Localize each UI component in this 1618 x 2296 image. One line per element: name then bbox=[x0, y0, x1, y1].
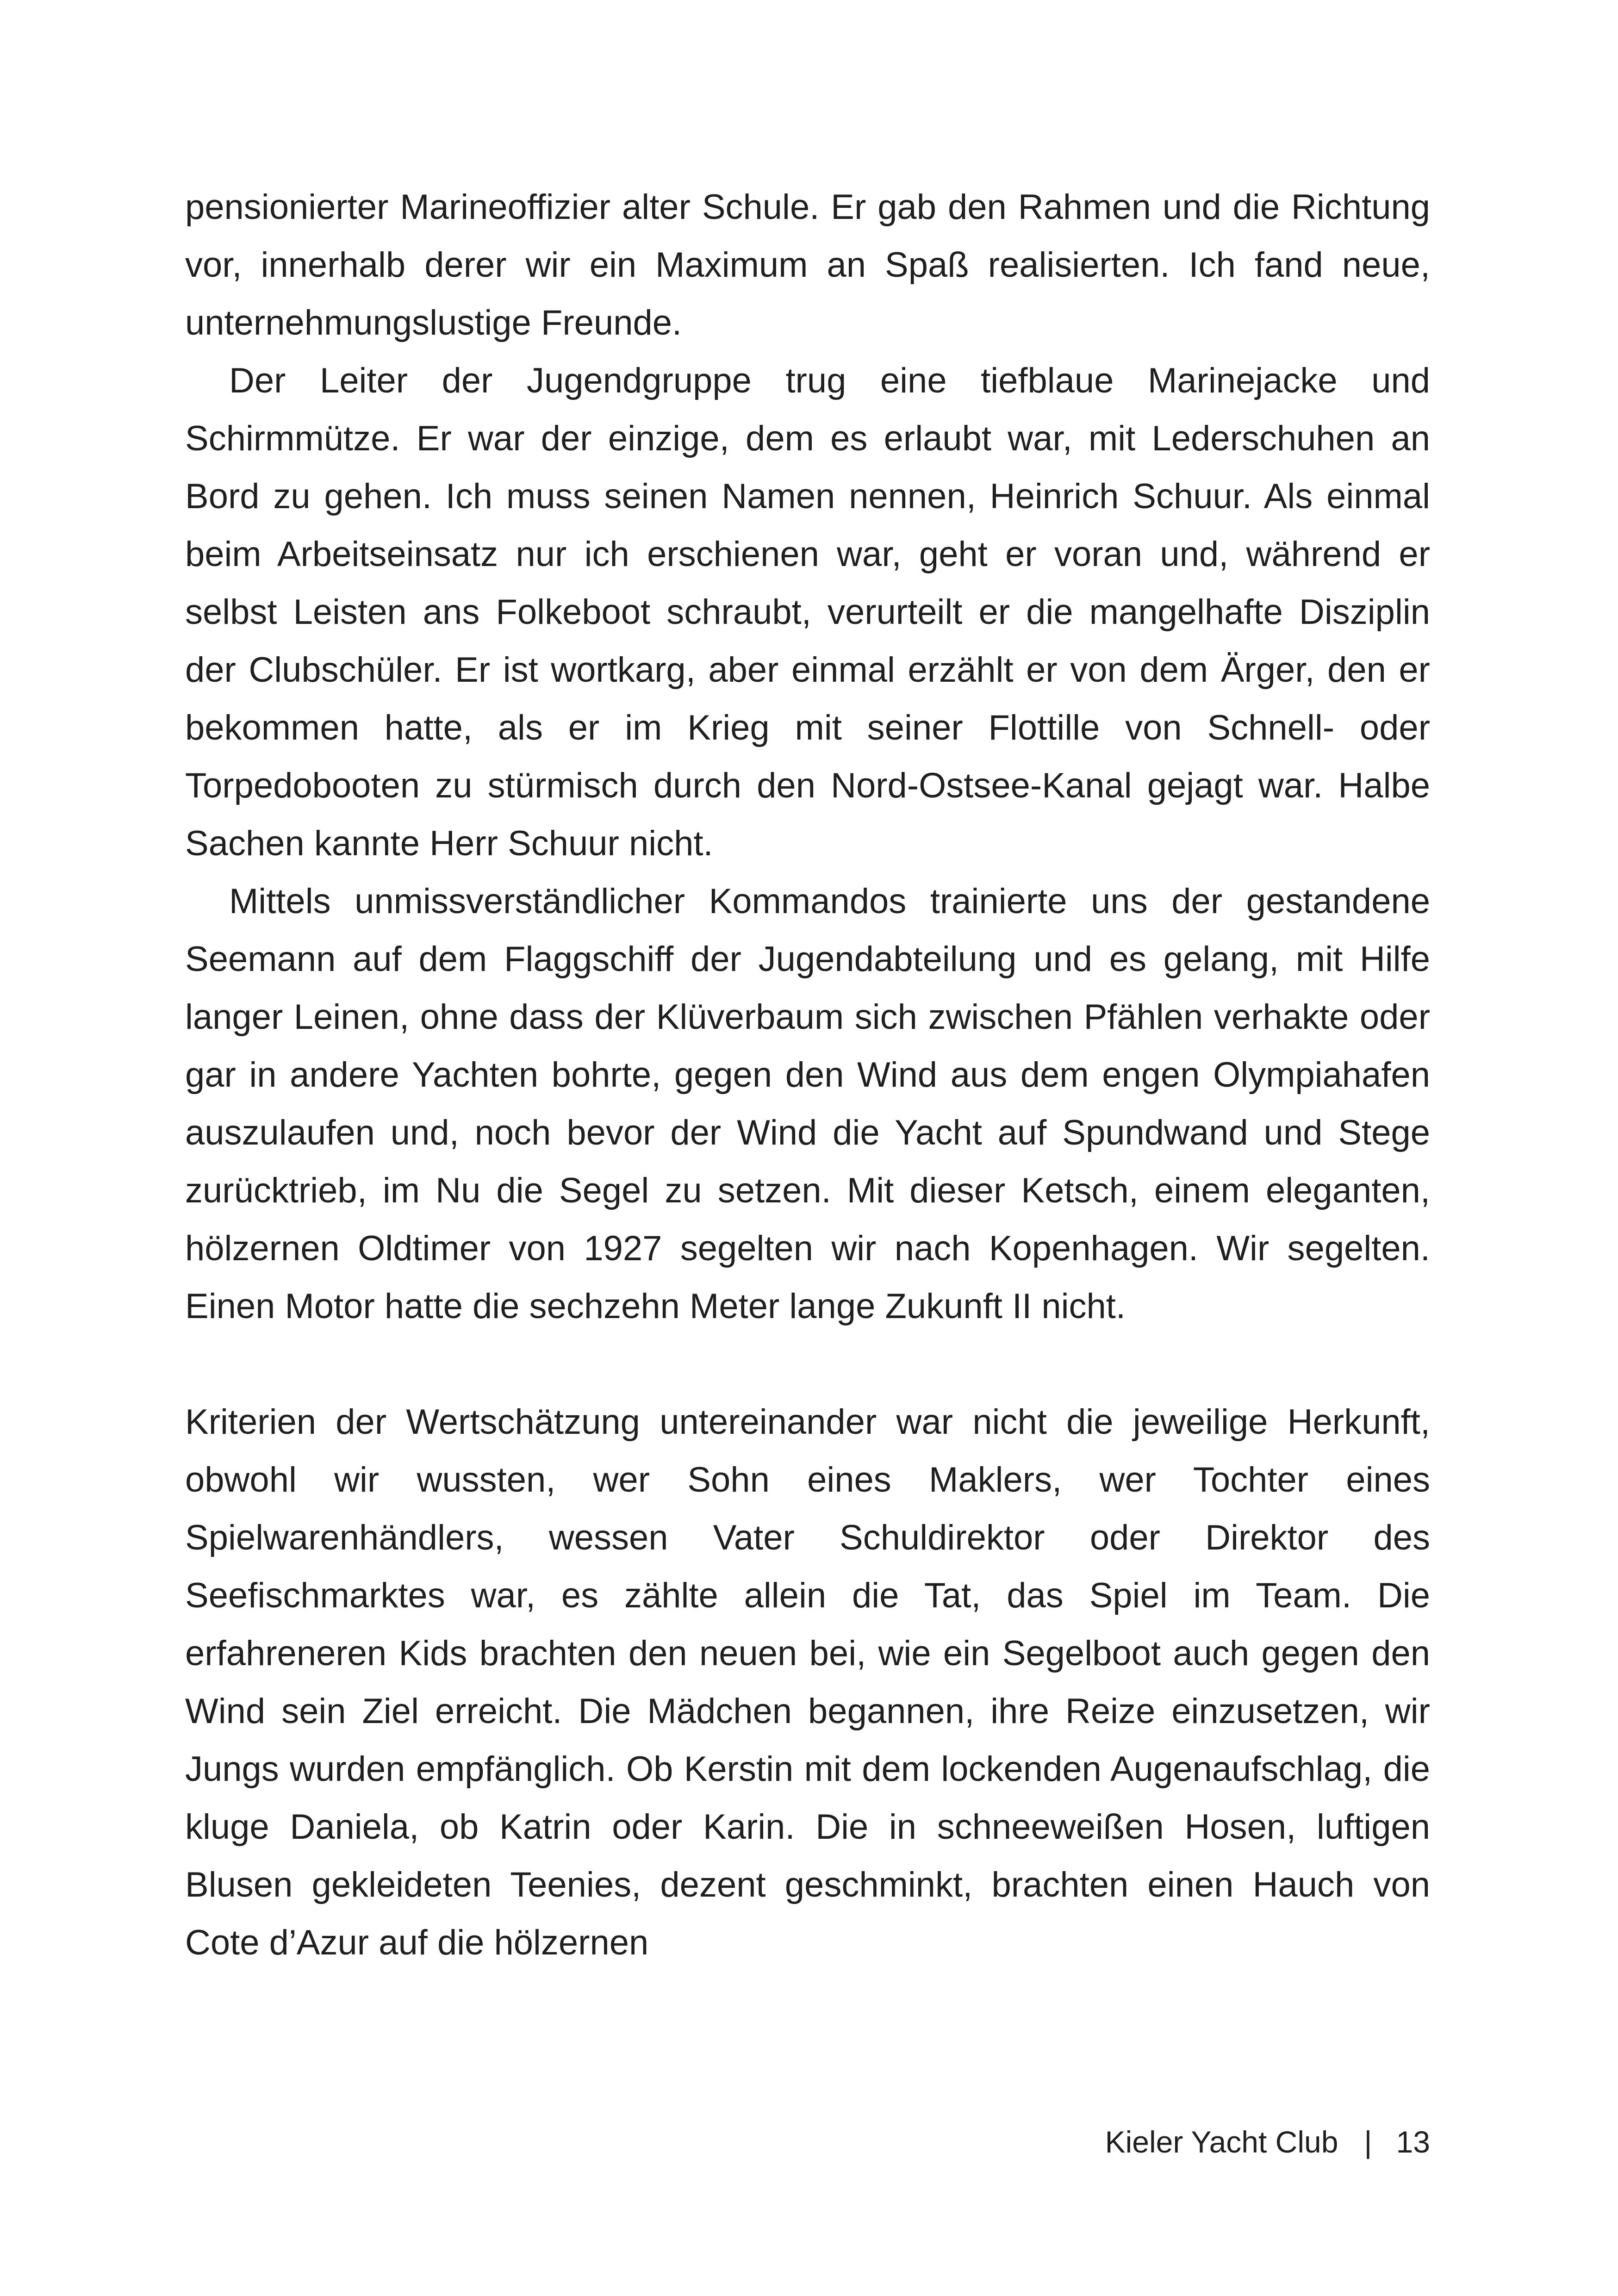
paragraph-continued: pensionierter Marineoffizier alter Schule. Er gab den Rahmen und die Richtung vor, innerhalb derer wir ein Maximum an Spaß realisierten. Ich fand neue, unternehmungslustige Freunde. bbox=[185, 187, 1430, 342]
running-footer bbox=[1105, 2124, 1430, 2159]
paragraph-kommandos: Mittels unmissverständlicher Kommandos trainierte uns der gestandene Seemann auf dem Flaggschiff der Jugendabteilung und es gelang, mit Hilfe langer Leinen, ohne dass der Klüverbaum sich zwischen Pfählen verhakte oder gar in andere Yachten bohrte, gegen den Wind aus dem engen Olympiahafen auszulaufen und, noch bevor der Wind die Yacht auf Spundwand und Stege zurücktrieb, im Nu die Segel zu setzen. Mit dieser Ketsch, einem eleganten, hölzernen Oldtimer von 1927 segelten wir nach Kopenhagen. Wir segelten. Einen Motor hatte die sechzehn Meter lange Zukunft II nicht. bbox=[185, 882, 1430, 1326]
paragraph-kriterien: Kriterien der Wertschätzung untereinander war nicht die jeweilige Herkunft, obwohl wir wussten, wer Sohn eines Maklers, wer Tochter eines Spielwarenhändlers, wessen Vater Schuldirektor oder Direktor des Seefischmarktes war, es zählte allein die Tat, das Spiel im Team. Die erfahreneren Kids brachten den neuen bei, wie ein Segelboot auch gegen den Wind sein Ziel erreicht. Die Mädchen begannen, ihre Reize einzusetzen, wir Jungs wurden empfänglich. Ob Kerstin mit dem lockenden Augenaufschlag, die kluge Daniela, ob Katrin oder Karin. Die in schneeweißen Hosen, luftigen Blusen gekleideten Teenies, dezent geschminkt, brachten einen Hauch von Cote d’Azur auf die hölzernen bbox=[185, 1402, 1430, 1962]
page-number: 13 bbox=[1396, 2125, 1430, 2159]
paragraph-leiter: Der Leiter der Jugendgruppe trug eine tiefblaue Marinejacke und Schirmmütze. Er war der einzige, dem es erlaubt war, mit Lederschuhen an Bord zu gehen. Ich muss seinen Namen nennen, Heinrich Schuur. Als einmal beim Arbeitseinsatz nur ich erschienen war, geht er voran und, während er selbst Leisten ans Folkeboot schraubt, verurteilt er die mangelhafte Disziplin der Clubschüler. Er ist wortkarg, aber einmal erzählt er von dem Ärger, den er bekommen hatte, als er im Krieg mit seiner Flottille von Schnell- oder Torpedobooten zu stürmisch durch den Nord-Ostsee-Kanal gejagt war. Halbe Sachen kannte Herr Schuur nicht. bbox=[185, 361, 1430, 863]
footer-title: Kieler Yacht Club bbox=[1105, 2125, 1338, 2159]
footer-separator: | bbox=[1364, 2125, 1372, 2159]
body-text bbox=[185, 178, 1430, 1972]
